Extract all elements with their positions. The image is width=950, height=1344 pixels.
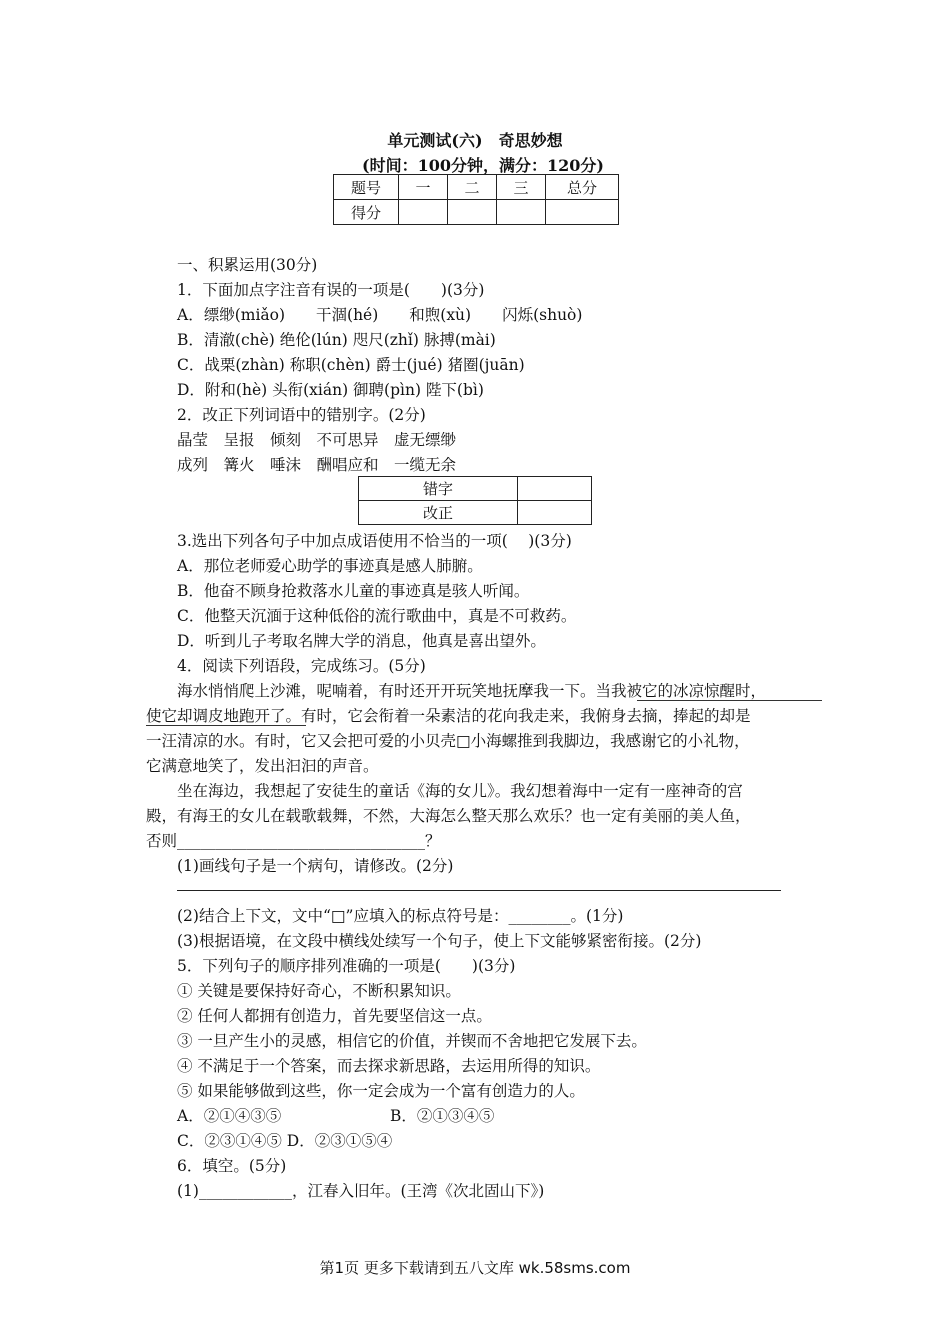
correction-row <box>359 477 592 501</box>
passage-line: 坐在海边，我想起了安徒生的童话《海的女儿》。我幻想着海中一定有一座神奇的宫 <box>177 782 743 800</box>
question-3-option-a: A．那位老师爱心助学的事迹真是感人肺腑。 <box>177 557 483 575</box>
question-5-item: ① 关键是要保持好奇心，不断积累知识。 <box>177 982 461 1000</box>
sentence-underline <box>146 725 306 726</box>
question-2-words-line-1: 晶莹 呈报 倾刻 不可思异 虚无缥缈 <box>177 431 457 449</box>
question-1-option-a: A．缥缈(miǎo) 干涸(hé) 和煦(xù) 闪烁(shuò) <box>177 306 583 324</box>
question-3-option-b: B．他奋不顾身抢救落水儿童的事迹真是骇人听闻。 <box>177 582 530 600</box>
correction-row <box>359 501 592 525</box>
score-input-cell[interactable] <box>497 200 546 225</box>
question-3-option-d: D．听到儿子考取名牌大学的消息，他真是喜出望外。 <box>177 632 546 650</box>
question-2-stem: 2．改正下列词语中的错别字。(2分) <box>177 406 426 424</box>
question-4-sub-1: (1)画线句子是一个病句，请修改。(2分) <box>177 857 454 875</box>
passage-line: 否则________________________________？ <box>146 832 441 850</box>
correction-answer-cell[interactable] <box>518 501 592 525</box>
section-heading: 一、积累运用(30分) <box>177 256 318 274</box>
passage-line: 海水悄悄爬上沙滩，呢喃着，有时还开开玩笑地抚摩我一下。当我被它的冰凉惊醒时， <box>177 682 767 700</box>
question-1-option-d: D．附和(hè) 头衔(xián) 御聘(pìn) 陛下(bì) <box>177 381 484 399</box>
score-cell: 总分 <box>546 175 619 200</box>
question-1-stem: 1．下面加点字注音有误的一项是( )(3分) <box>177 281 485 299</box>
score-cell: 题号 <box>334 175 399 200</box>
passage-line: 一汪清凉的水。有时，它又会把可爱的小贝壳□小海螺推到我脚边，我感谢它的小礼物， <box>146 732 750 750</box>
answer-line[interactable] <box>177 890 781 891</box>
question-3-option-c: C．他整天沉湎于这种低俗的流行歌曲中，真是不可救药。 <box>177 607 577 625</box>
question-5-item: ② 任何人都拥有创造力，首先要坚信这一点。 <box>177 1007 492 1025</box>
question-4-sub-3: (3)根据语境，在文段中横线处续写一个句子，使上下文能够紧密衔接。(2分) <box>177 932 702 950</box>
score-input-cell[interactable] <box>546 200 619 225</box>
question-4-stem: 4．阅读下列语段，完成练习。(5分) <box>177 657 426 675</box>
passage-line: 它满意地笑了，发出汩汩的声音。 <box>146 757 379 775</box>
question-4-sub-2: (2)结合上下文，文中“□”应填入的标点符号是：________。(1分) <box>177 907 624 925</box>
question-1-option-c: C．战栗(zhàn) 称职(chèn) 爵士(jué) 猪圈(juān) <box>177 356 525 374</box>
question-5-option-a: A．②①④③⑤ <box>177 1107 282 1125</box>
question-6-stem: 6．填空。(5分) <box>177 1157 287 1175</box>
score-input-cell[interactable] <box>399 200 448 225</box>
correction-label: 改正 <box>359 501 518 525</box>
page-title: 单元测试(六) 奇思妙想 <box>387 131 563 150</box>
question-6-sub-1: (1)____________，江春入旧年。(王湾《次北固山下》) <box>177 1182 545 1200</box>
correction-label: 错字 <box>359 477 518 501</box>
question-5-item: ⑤ 如果能够做到这些，你一定会成为一个富有创造力的人。 <box>177 1082 585 1100</box>
question-2-words-line-2: 成列 篝火 唾沫 酬唱应和 一缆无余 <box>177 456 457 474</box>
page-footer: 第1页 更多下载请到五八文库 wk.58sms.com <box>319 1259 631 1277</box>
question-5-item: ④ 不满足于一个答案，而去探求新思路，去运用所得的知识。 <box>177 1057 601 1075</box>
score-cell: 三 <box>497 175 546 200</box>
time-score-info: (时间：100分钟，满分：120分) <box>362 156 604 175</box>
score-cell: 得分 <box>334 200 399 225</box>
score-table-header-row <box>334 175 619 200</box>
question-1-option-b: B．清澈(chè) 绝伦(lún) 咫尺(zhǐ) 脉搏(mài) <box>177 331 496 349</box>
score-input-cell[interactable] <box>448 200 497 225</box>
question-5-stem: 5．下列句子的顺序排列准确的一项是( )(3分) <box>177 957 516 975</box>
score-cell: 一 <box>399 175 448 200</box>
score-cell: 二 <box>448 175 497 200</box>
sentence-underline <box>637 700 822 701</box>
question-5-options-cd: C．②③①④⑤ D．②③①⑤④ <box>177 1132 393 1150</box>
correction-table <box>358 476 592 525</box>
question-5-item: ③ 一旦产生小的灵感，相信它的价值，并锲而不舍地把它发展下去。 <box>177 1032 647 1050</box>
question-3-stem: 3.选出下列各句子中加点成语使用不恰当的一项( )(3分) <box>177 532 572 550</box>
score-table-score-row <box>334 200 619 225</box>
correction-answer-cell[interactable] <box>518 477 592 501</box>
passage-line: 殿，有海王的女儿在载歌载舞，不然，大海怎么整天那么欢乐？也一定有美丽的美人鱼， <box>146 807 751 825</box>
score-table <box>333 174 619 225</box>
passage-line: 使它却调皮地跑开了。有时，它会衔着一朵素洁的花向我走来，我俯身去摘，捧起的却是 <box>146 707 751 725</box>
question-5-option-b: B．②①③④⑤ <box>390 1107 495 1125</box>
